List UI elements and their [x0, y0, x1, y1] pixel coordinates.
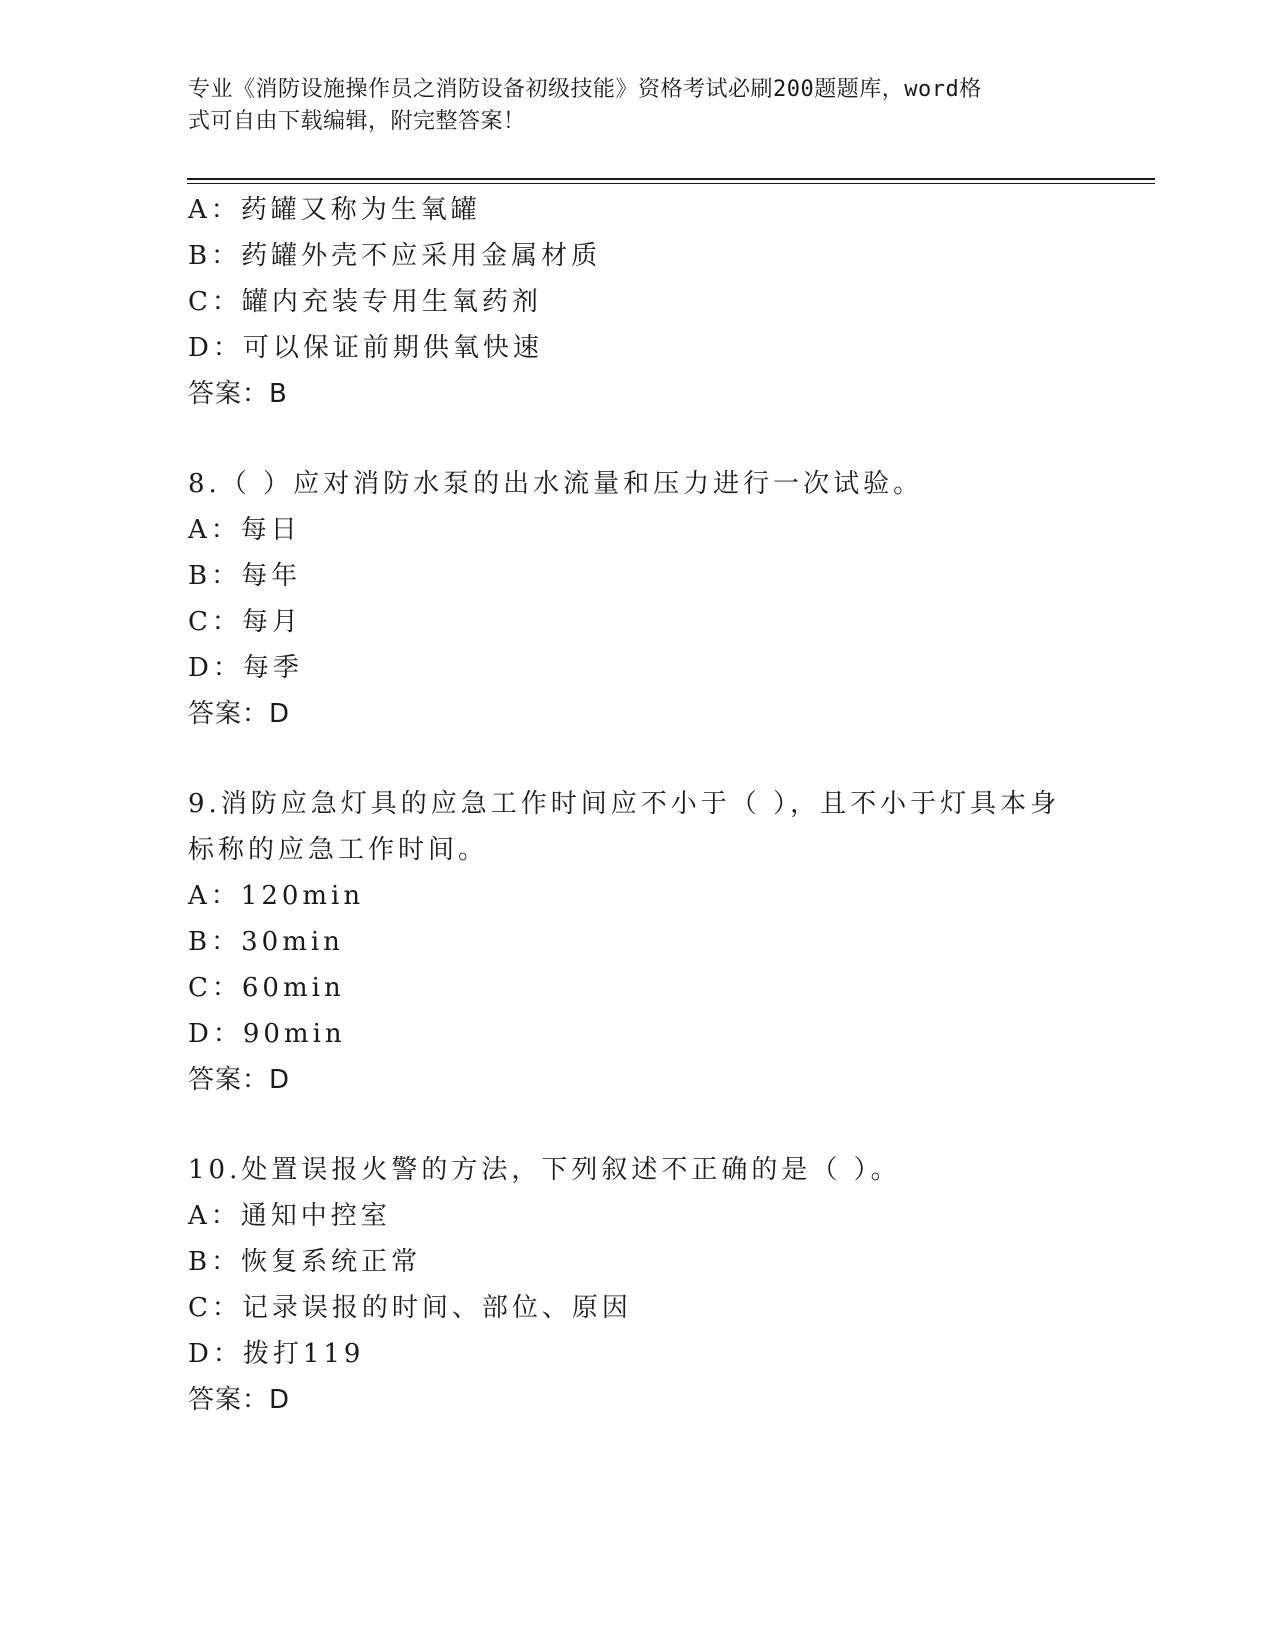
option-b: B：恢复系统正常: [188, 1247, 422, 1277]
option-c: C：罐内充装专用生氧药剂: [188, 287, 542, 317]
option-d: D：拨打119: [188, 1339, 365, 1369]
answer: 答案：D: [188, 699, 291, 729]
option-a: A：120min: [188, 881, 365, 911]
option-b: B：每年: [188, 561, 302, 591]
option-a: A：药罐又称为生氧罐: [188, 195, 481, 225]
option-d: D：90min: [188, 1019, 346, 1049]
question-list: [188, 187, 1088, 1423]
option-d: D：每季: [188, 653, 303, 683]
option-c: C：60min: [188, 973, 345, 1003]
option-a: A：通知中控室: [188, 1201, 391, 1231]
answer: 答案：B: [188, 379, 288, 409]
spacer: [188, 737, 1088, 781]
spacer: [188, 1103, 1088, 1147]
question-text-line-1: 9.消防应急灯具的应急工作时间应不小于（ ），且不小于灯具本身: [188, 789, 1061, 819]
answer: 答案：D: [188, 1385, 291, 1415]
question-text-line-2: 标称的应急工作时间。: [188, 835, 489, 865]
header-line-2: 式可自由下载编辑，附完整答案！: [188, 109, 526, 134]
option-a: A：每日: [188, 515, 301, 545]
question-7: [188, 187, 1088, 417]
header-divider-thin: [187, 183, 1155, 184]
question-10: [188, 1147, 1088, 1423]
document-header: [188, 74, 1068, 138]
question-text: 10.处置误报火警的方法，下列叙述不正确的是（ ）。: [188, 1155, 901, 1185]
option-b: B：30min: [188, 927, 344, 957]
header-divider-thick: [187, 178, 1155, 180]
option-b: B：药罐外壳不应采用金属材质: [188, 241, 602, 271]
header-line-1: 专业《消防设施操作员之消防设备初级技能》资格考试必刷200题题库，word格: [188, 77, 982, 102]
question-text: 8.（ ）应对消防水泵的出水流量和压力进行一次试验。: [188, 469, 924, 499]
option-c: C：每月: [188, 607, 302, 637]
option-d: D：可以保证前期供氧快速: [188, 333, 543, 363]
option-c: C：记录误报的时间、部位、原因: [188, 1293, 632, 1323]
question-9: [188, 781, 1088, 1103]
question-8: [188, 461, 1088, 737]
answer: 答案：D: [188, 1065, 291, 1095]
spacer: [188, 417, 1088, 461]
